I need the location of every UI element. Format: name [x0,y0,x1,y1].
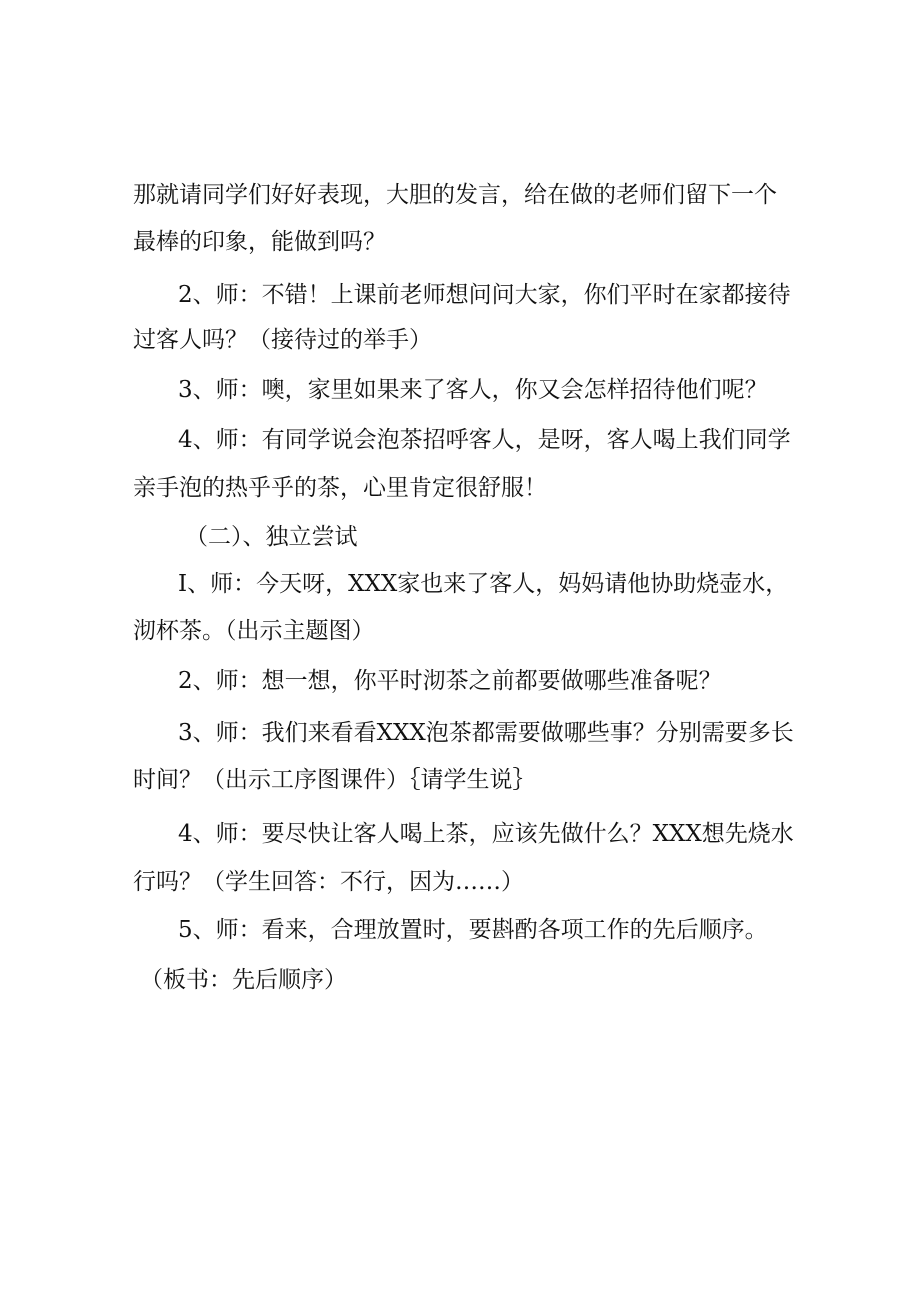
paragraph-line: 3、师：我们来看看XXX泡茶都需要做哪些事？分别需要多长 [178,720,794,746]
paragraph-line: 行吗？（学生回答：不行，因为……） [133,869,524,895]
paragraph-line: 2、师：不错！上课前老师想问问大家，你们平时在家都接待 [178,282,791,308]
paragraph-line: 那就请同学们好好表现，大胆的发言，给在做的老师们留下一个 [133,182,777,208]
paragraph-line: （板书：先后顺序） [140,967,347,993]
paragraph-line: 时间？（出示工序图课件）｛请学生说｝ [133,767,536,793]
paragraph-line: 最棒的印象，能做到吗？ [133,229,386,255]
paragraph-line: 沏杯茶。（出示主题图） [133,618,375,644]
paragraph-line: 过客人吗？（接待过的举手） [133,327,432,353]
section-heading: （二）、独立尝试 [185,524,358,550]
paragraph-line: 4、师：有同学说会泡茶招呼客人，是呀，客人喝上我们同学 [178,427,791,453]
paragraph-line: 5、师：看来，合理放置时，要斟酌各项工作的先后顺序。 [178,917,768,943]
paragraph-line: 3、师：噢，家里如果来了客人，你又会怎样招待他们呢？ [178,377,768,403]
paragraph-line: I、师：今天呀，XXX家也来了客人，妈妈请他协助烧壶水， [178,571,789,597]
paragraph-line: 4、师：要尽快让客人喝上茶，应该先做什么？XXX想先烧水 [178,821,794,847]
paragraph-line: 亲手泡的热乎乎的茶，心里肯定很舒服！ [133,475,547,501]
paragraph-line: 2、师：想一想，你平时沏茶之前都要做哪些准备呢？ [178,668,722,694]
